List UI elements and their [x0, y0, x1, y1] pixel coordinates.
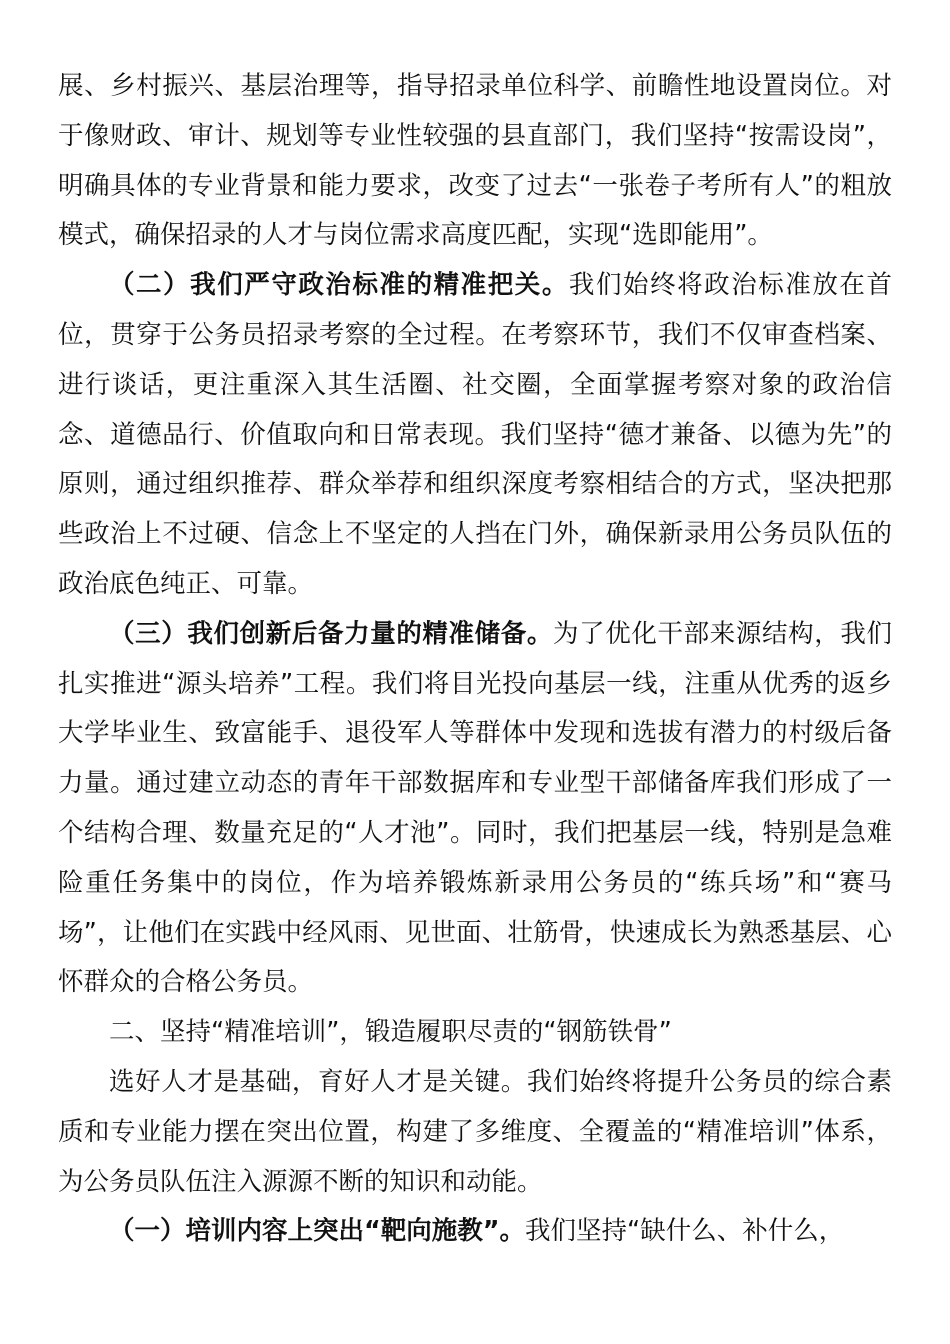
section-heading-training: 二、坚持“精准培训”，锻造履职尽责的“钢筋铁骨” — [109, 1017, 672, 1048]
training-intro-paragraph: 选好人才是基础，育好人才是关键。我们始终将提升公务员的综合素质和专业能力摆在突出位置，构建了多维度、全覆盖的“精准培训”体系，为公务员队伍注入源源不断的知识和动能。 — [58, 1066, 892, 1197]
document-page — [58, 62, 892, 1257]
subheading-reserve-force: （三）我们创新后备力量的精准储备。 — [109, 618, 554, 649]
political-standard-text: 我们始终将政治标准放在首位，贯穿于公务员招录考察的全过程。在考察环节，我们不仅审查档案、进行谈话，更注重深入其生活圈、社交圈，全面掌握考察对象的政治信念、道德品行、价值取向和日常表现。我们坚持“德才兼备、以德为先”的原则，通过组织推荐、群众举荐和组织深度考察相结合的方式，坚决把那些政治上不过硬、信念上不坚定的人挡在门外，确保新录用公务员队伍的政治底色纯正、可靠。 — [58, 270, 892, 599]
subheading-targeted-teaching: （一）培训内容上突出“靶向施教”。 — [109, 1216, 526, 1247]
section-two-paragraph — [58, 261, 892, 610]
subheading-political-standard: （二）我们严守政治标准的精准把关。 — [109, 270, 569, 301]
section-three-paragraph — [58, 610, 892, 1008]
training-content-paragraph — [58, 1207, 892, 1257]
reserve-force-text: 为了优化干部来源结构，我们扎实推进“源头培养”工程。我们将目光投向基层一线，注重从优秀的返乡大学毕业生、致富能手、退役军人等群体中发现和选拔有潜力的村级后备力量。通过建立动态的青年干部数据库和专业型干部储备库我们形成了一个结构合理、数量充足的“人才池”。同时，我们把基层一线，特别是急难险重任务集中的岗位，作为培养锻炼新录用公务员的“练兵场”和“赛马场”，让他们在实践中经风雨、见世面、壮筋骨，快速成长为熟悉基层、心怀群众的合格公务员。 — [58, 618, 892, 998]
targeted-teaching-text: 我们坚持“缺什么、补什么， — [525, 1216, 845, 1247]
intro-paragraph: 展、乡村振兴、基层治理等，指导招录单位科学、前瞻性地设置岗位。对于像财政、审计、规划等专业性较强的县直部门，我们坚持“按需设岗”，明确具体的专业背景和能力要求，改变了过去“一张卷子考所有人”的粗放模式，确保招录的人才与岗位需求高度匹配，实现“选即能用”。 — [58, 71, 892, 251]
